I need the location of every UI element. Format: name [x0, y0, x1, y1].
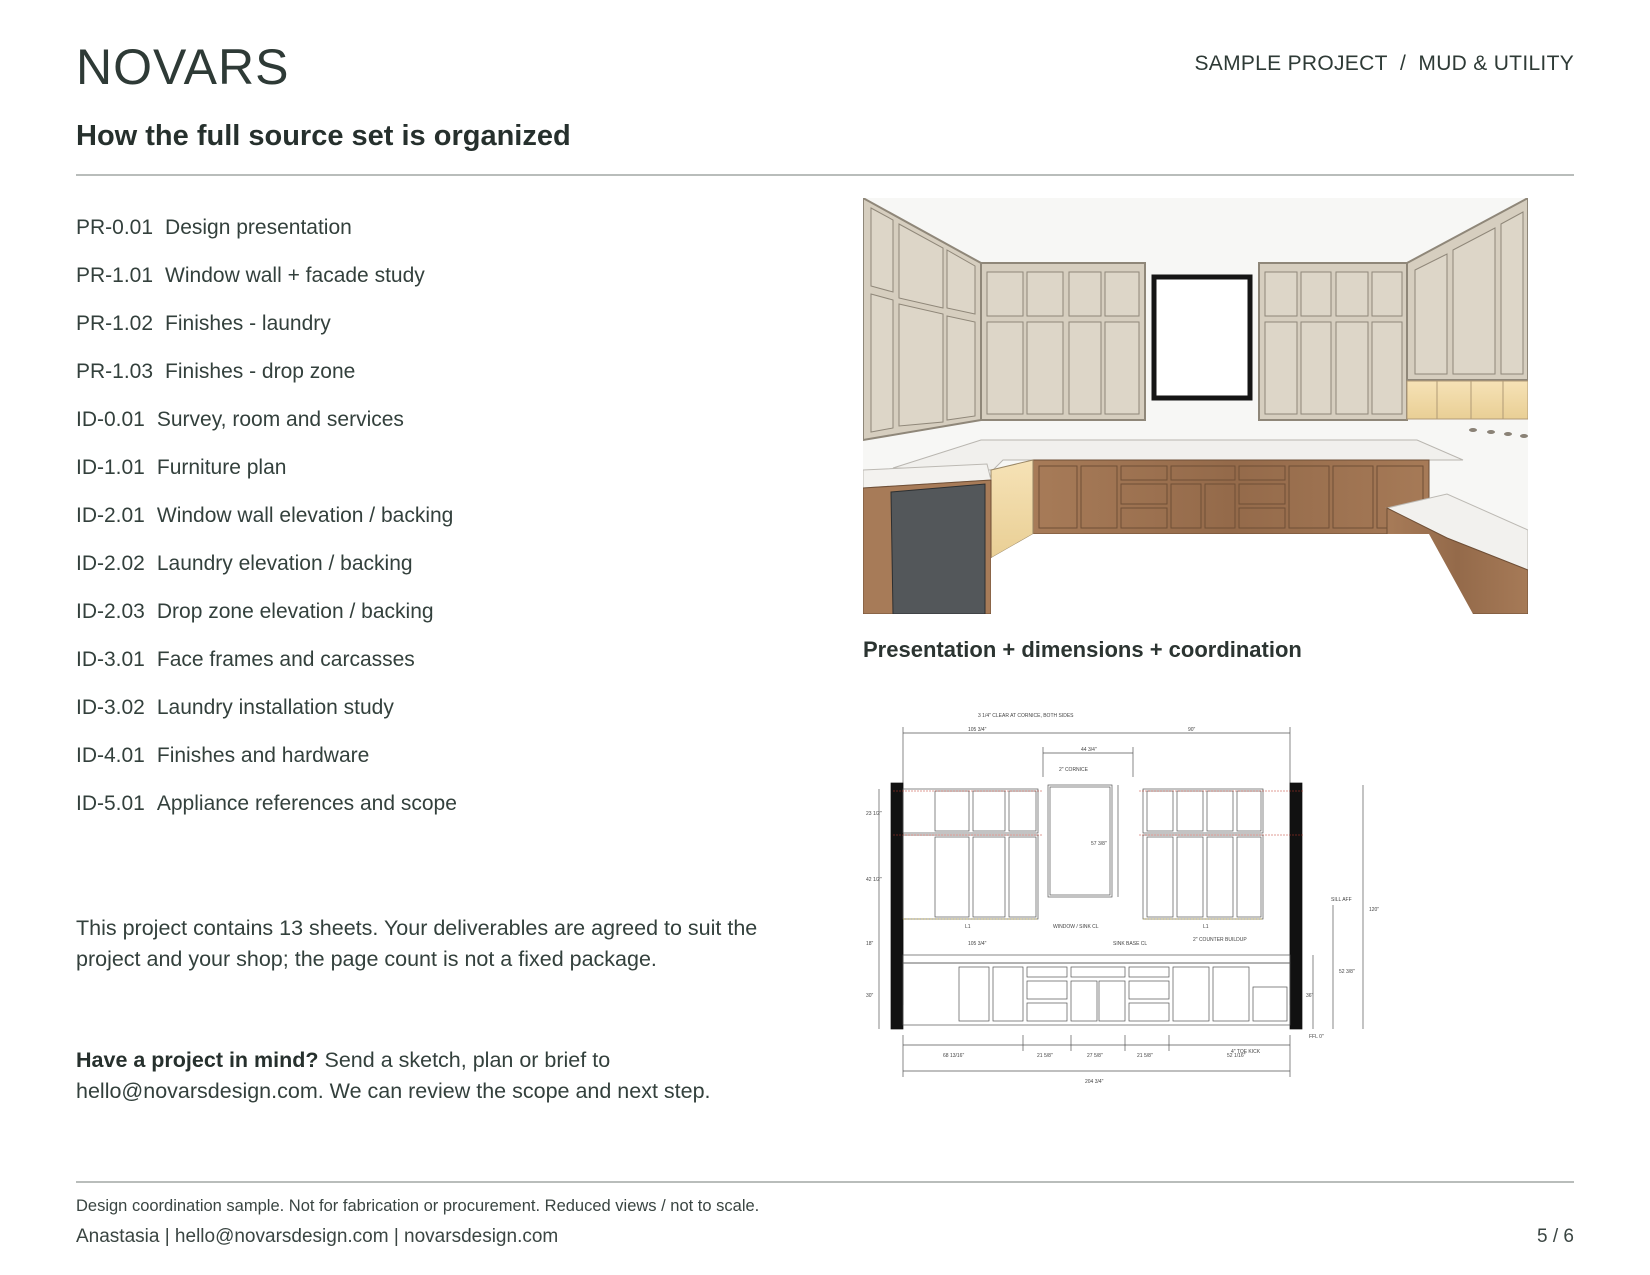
sheet-code: ID-2.02	[76, 552, 145, 575]
drawing-window-sink: WINDOW / SINK CL	[1053, 924, 1099, 930]
drawing-dim: 30"	[866, 993, 874, 999]
sheet-item	[76, 214, 457, 262]
cta-heading: Have a project in mind?	[76, 1048, 319, 1072]
sheet-title: Laundry elevation / backing	[156, 552, 413, 575]
drawing-ffl: FFL 0"	[1309, 1034, 1324, 1040]
footer-contact: Anastasia | hello@novarsdesign.com | novarsdesign.com	[76, 1226, 559, 1247]
sheet-code: ID-0.01	[76, 408, 145, 431]
drawing-cornice: 2" CORNICE	[1059, 767, 1089, 773]
drawing-dim: 44 3/4"	[1081, 747, 1097, 753]
sheet-code: ID-3.02	[76, 696, 145, 719]
sheet-code: PR-0.01	[76, 216, 154, 239]
render-caption: Presentation + dimensions + coordination	[863, 637, 1302, 662]
sheet-code: ID-2.01	[76, 504, 145, 527]
sheet-code: PR-1.02	[76, 312, 154, 335]
drawing-dim: 52 3/8"	[1339, 969, 1355, 975]
header-divider	[76, 174, 1574, 176]
drawing-counter-buildup: 2" COUNTER BUILDUP	[1193, 937, 1247, 943]
sheet-code: PR-1.01	[76, 264, 154, 287]
drawing-note-top: 3 1/4" CLEAR AT CORNICE, BOTH SIDES	[978, 713, 1074, 719]
sheet-item	[76, 406, 457, 454]
drawing-dim: 120"	[1369, 907, 1380, 913]
project-separator: /	[1400, 52, 1407, 75]
cta-paragraph	[76, 1045, 776, 1107]
sheet-item	[76, 502, 457, 550]
footer-disclaimer: Design coordination sample. Not for fabrication or procurement. Reduced views / not to scale.	[76, 1197, 760, 1215]
sheet-title: Design presentation	[165, 216, 352, 239]
sheet-item	[76, 646, 457, 694]
project-name: MUD & UTILITY	[1418, 52, 1574, 75]
drawing-l1: L1	[965, 924, 971, 930]
drawing-dim: 27 5/8"	[1087, 1053, 1103, 1059]
drawing-dim: 52 1/16"	[1227, 1053, 1246, 1059]
project-label: SAMPLE PROJECT	[1194, 52, 1388, 75]
drawing-l1: L1	[1203, 924, 1209, 930]
sheet-item	[76, 358, 457, 406]
sheet-title: Window wall + facade study	[165, 264, 425, 287]
sheet-title: Window wall elevation / backing	[156, 504, 454, 527]
sheet-title: Finishes - drop zone	[165, 360, 356, 383]
drawing-dim: 21 5/8"	[1037, 1053, 1053, 1059]
drawing-dim: 68 13/16"	[943, 1053, 965, 1059]
cta-text: Send a sketch, plan or brief to hello@novarsdesign.com. We can review the scope and next step.	[76, 1048, 711, 1103]
sheet-title: Appliance references and scope	[156, 792, 457, 815]
sheet-code: ID-1.01	[76, 456, 145, 479]
drawing-dim: 18"	[866, 941, 874, 947]
sheet-item	[76, 310, 457, 358]
sheet-code: ID-3.01	[76, 648, 145, 671]
sheet-item	[76, 262, 457, 310]
footer-divider	[76, 1181, 1574, 1183]
drawing-toe-kick: 4" TOE KICK	[1231, 1049, 1261, 1055]
drawing-dim: 36"	[1306, 993, 1314, 999]
sheet-code: ID-4.01	[76, 744, 145, 767]
sheet-title: Face frames and carcasses	[156, 648, 415, 671]
sheet-item	[76, 454, 457, 502]
drawing-sill: SILL AFF	[1331, 897, 1352, 903]
sheet-item	[76, 790, 457, 838]
sheet-list	[76, 214, 457, 838]
drawing-dim: 204 3/4"	[1085, 1079, 1104, 1085]
sheet-item	[76, 694, 457, 742]
brand-logo: NOVARS	[76, 39, 290, 95]
sheet-title: Finishes - laundry	[165, 312, 331, 335]
drawing-dim: 23 1/2"	[866, 811, 882, 817]
sheet-code: PR-1.03	[76, 360, 154, 383]
sheet-title: Furniture plan	[156, 456, 287, 479]
room-render-image	[863, 198, 1528, 614]
sheet-item	[76, 742, 457, 790]
drawing-dim: 105 3/4"	[968, 727, 987, 733]
sheet-title: Survey, room and services	[156, 408, 404, 431]
elevation-drawing	[863, 705, 1423, 1107]
sheet-item	[76, 598, 457, 646]
drawing-dim: 21 5/8"	[1137, 1053, 1153, 1059]
sheet-item	[76, 550, 457, 598]
sheet-title: Drop zone elevation / backing	[156, 600, 434, 623]
drawing-dim: 57 3/8"	[1091, 841, 1107, 847]
drawing-sink-base: SINK BASE CL	[1113, 941, 1148, 947]
page-number: 5 / 6	[1537, 1226, 1574, 1247]
page-title: How the full source set is organized	[76, 120, 571, 152]
sheet-code: ID-5.01	[76, 792, 145, 815]
drawing-dim: 42 1/2"	[866, 877, 882, 883]
project-tag	[1194, 52, 1574, 76]
drawing-dim: 90"	[1188, 727, 1196, 733]
sheet-title: Laundry installation study	[156, 696, 394, 719]
sheet-code: ID-2.03	[76, 600, 145, 623]
drawing-dim: 105 3/4"	[968, 941, 987, 947]
sheet-count-paragraph: This project contains 13 sheets. Your deliverables are agreed to suit the project and your shop; the page count is not a fixed package.	[76, 916, 758, 971]
sheet-title: Finishes and hardware	[156, 744, 370, 767]
